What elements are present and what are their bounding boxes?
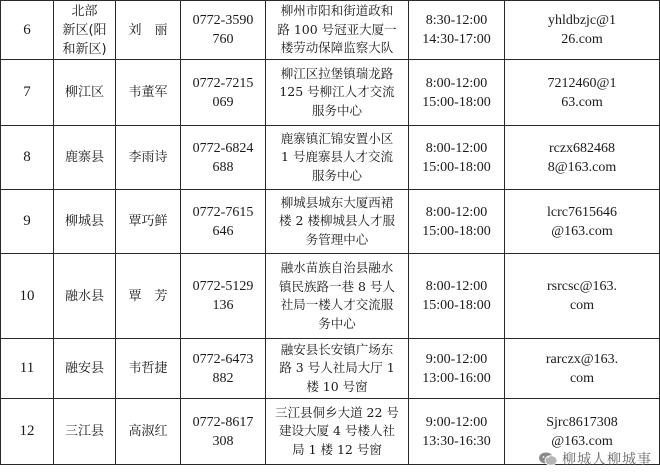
address-line: 楼劳动保障监察大队 [280,40,394,56]
phone-line: 0772-6824 [192,140,254,156]
contact-person-cell: 韦董军 [116,60,181,126]
office-hours-line: 15:00-18:00 [422,94,491,110]
email-cell [505,339,660,399]
email-cell [505,60,660,126]
row-number-cell: 9 [1,190,54,254]
contact-person-cell: 高淑红 [116,399,181,465]
area-cell [54,399,116,465]
table-row [1,254,660,339]
area-line: 柳城县 [64,214,104,229]
phone-line: 0772-7615 [192,204,254,220]
email-line: 8@163.com [547,159,617,175]
phone-cell [181,339,266,399]
address-line: 楼 10 号窗 [306,378,368,394]
office-hours-line: 15:00-18:00 [422,298,491,313]
wechat-icon [538,451,558,467]
row-number-cell: 10 [1,254,54,339]
email-line: Sjrc8617308 [546,414,618,430]
phone-line: 0772-3590 [192,13,254,28]
phone-line: 0772-6473 [192,351,254,367]
contact-person-cell: 刘 丽 [116,1,181,60]
office-hours-line: 8:00-12:00 [425,204,488,220]
office-hours-line: 13:00-16:00 [422,370,491,386]
contact-person-cell: 李雨诗 [116,126,181,190]
address-line: 镇民族路一巷 8 号人 [279,278,395,294]
email-cell [505,254,660,339]
phone-line: 0772-5129 [192,279,254,294]
office-hours-cell [409,399,505,465]
address-cell [266,399,409,465]
email-line: yhldbzjc@1 [547,13,617,28]
office-hours-cell [409,339,505,399]
email-line: com [569,370,595,386]
area-cell [54,190,116,254]
table-row [1,126,660,190]
row-number-cell: 7 [1,60,54,126]
phone-line: 688 [212,159,234,175]
email-line: 7212460@1 [547,75,617,91]
email-line: 63.com [561,94,603,110]
address-line: 社局一楼人才交流服 [280,297,394,312]
office-hours-cell [409,254,505,339]
contact-person-cell: 韦哲捷 [116,339,181,399]
contact-person-cell: 覃巧鲜 [116,190,181,254]
office-hours-cell [409,60,505,126]
phone-line: 0772-8617 [192,414,254,430]
row-number-cell: 6 [1,1,54,60]
area-cell [54,126,116,190]
office-hours-line: 15:00-18:00 [422,159,491,175]
area-line: 三江县 [64,424,104,439]
email-line: com [569,298,595,313]
address-line: 楼 2 楼柳城县人才服 [279,213,395,229]
watermark-text: 柳城人柳城事 [562,452,652,468]
watermark [538,449,652,469]
area-line: 和新区) [62,41,107,57]
address-line: 1 号鹿寨县人才交流 [281,149,393,165]
area-line: 北部 [71,3,98,19]
address-line: 建设大厦 4 号楼人社 [279,423,395,439]
row-number-cell: 8 [1,126,54,190]
phone-cell [181,190,266,254]
address-line: 融安县长安镇广场东 [280,341,394,357]
area-line: 融水县 [64,288,104,304]
phone-cell [181,1,266,60]
address-line: 柳城县城东大厦西裙 [280,194,394,210]
phone-line: 069 [212,94,234,110]
address-line: 服务中心 [311,167,362,183]
address-line: 柳江区拉堡镇瑞龙路 [280,65,394,81]
office-hours-line: 9:00-12:00 [425,414,488,430]
office-hours-line: 8:00-12:00 [425,75,488,91]
table-row [1,60,660,126]
address-line: 融水苗族自治县融水 [280,260,394,275]
email-line: lcrc7615646 [547,204,617,220]
address-line: 三江县侗乡大道 22 号 [275,404,399,420]
row-number-cell: 12 [1,399,54,465]
address-line: 路 3 号人社局大厅 1 [279,360,395,376]
phone-line: 646 [212,223,234,239]
address-line: 鹿寨镇汇锦安置小区 [280,130,394,146]
address-line: 局 1 楼 12 号窗 [292,441,382,457]
area-line: 鹿寨县 [64,150,104,165]
office-hours-line: 13:30-16:30 [422,433,491,449]
email-line: 26.com [561,32,603,47]
area-line: 融安县 [64,361,104,376]
phone-line: 136 [212,298,234,313]
area-cell [54,60,116,126]
phone-cell [181,254,266,339]
address-line: 服务中心 [311,102,362,118]
email-cell [505,126,660,190]
email-line: rarczx@163. [545,351,619,367]
area-cell [54,254,116,339]
email-cell [505,1,660,60]
address-cell [266,190,409,254]
office-hours-line: 9:00-12:00 [425,351,488,367]
area-cell [54,339,116,399]
table-row [1,339,660,399]
office-hours-line: 15:00-18:00 [422,223,491,239]
contact-person-cell: 覃 芳 [116,254,181,339]
office-hours-line: 14:30-17:00 [422,32,491,47]
area-line: 柳江区 [64,85,104,100]
office-hours-cell [409,1,505,60]
address-cell [266,339,409,399]
address-cell [266,60,409,126]
office-hours-line: 8:30-12:00 [425,13,488,28]
phone-cell [181,126,266,190]
table-row [1,1,660,60]
address-cell [266,1,409,60]
phone-line: 0772-7215 [192,75,254,91]
phone-line: 760 [212,32,234,47]
email-line: rsrcsc@163. [546,279,618,294]
address-line: 路 100 号冠亚大厦一 [277,21,397,37]
phone-cell [181,60,266,126]
table-row [1,190,660,254]
email-line: @163.com [551,433,613,449]
email-line: @163.com [551,223,613,239]
address-line: 务管理中心 [305,231,369,247]
phone-line: 308 [212,433,234,449]
office-hours-line: 8:00-12:00 [425,279,488,294]
address-cell [266,254,409,339]
address-line: 柳州市阳和街道政和 [280,3,394,19]
phone-line: 882 [212,370,234,386]
office-hours-line: 8:00-12:00 [425,140,488,156]
row-number-cell: 11 [1,339,54,399]
address-line: 125 号柳江人才交流 [279,84,395,100]
office-hours-cell [409,190,505,254]
area-line: 新区(阳 [62,22,107,38]
office-hours-cell [409,126,505,190]
email-cell [505,190,660,254]
area-cell [54,1,116,60]
phone-cell [181,399,266,465]
address-cell [266,126,409,190]
address-line: 务中心 [318,315,356,331]
email-line: rczx682468 [548,140,616,156]
